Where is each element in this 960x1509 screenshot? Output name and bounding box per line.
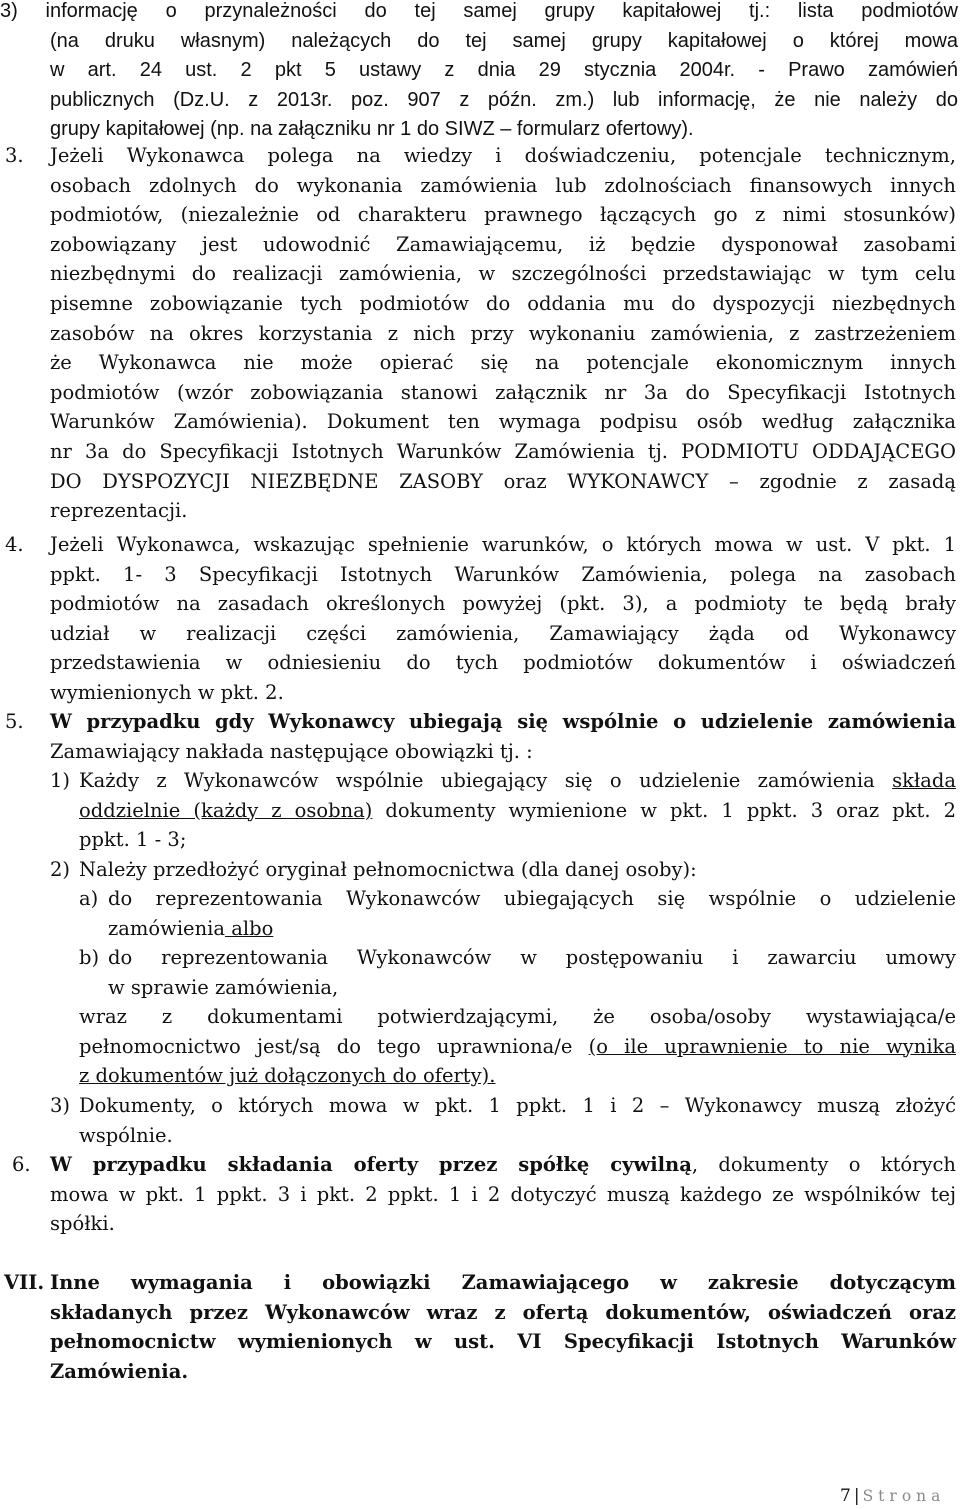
sub-item-2b-letter: b) [79, 946, 100, 969]
text-line: udział w realizacji części zamówienia, Zamawiający żąda od Wykonawcy [50, 621, 956, 645]
sub-item-2a-letter: a) [79, 887, 99, 910]
text-line: oddzielnie (każdy z osobna) dokumenty wymienione w pkt. 1 ppkt. 3 oraz pkt. 2 [79, 798, 956, 822]
text-line: Jeżeli Wykonawca, wskazując spełnienie warunków, o których mowa w ust. V pkt. 1 [50, 533, 956, 556]
text-line: DO DYSPOZYCJI NIEZBĘDNE ZASOBY oraz WYKONAWCY – zgodnie z zasadą [50, 469, 956, 493]
text-line: Zamówienia. [50, 1359, 189, 1383]
text-line: Jeżeli Wykonawca polega na wiedzy i doświadczeniu, potencjale technicznym, [50, 144, 956, 167]
text-line: do reprezentowania Wykonawców w postępowaniu i zawarciu umowy [108, 946, 956, 969]
text-line: do reprezentowania Wykonawców ubiegających się wspólnie o udzielenie [108, 887, 956, 910]
text-line: ppkt. 1 - 3; [79, 828, 187, 852]
text-line: 3) informację o przynależności do tej samej grupy kapitałowej tj.: lista podmiotów [0, 0, 958, 22]
text-line: Każdy z Wykonawców wspólnie ubiegający się o udzielenie zamówienia składa [79, 769, 956, 792]
text-line: pełnomocnictw wymienionych w ust. VI Specyfikacji Istotnych Warunków [50, 1330, 956, 1354]
text-line: Inne wymagania i obowiązki Zamawiającego w zakresie dotyczącym [50, 1271, 956, 1294]
text-line: ppkt. 1- 3 Specyfikacji Istotnych Warunków Zamówienia, polega na zasobach [50, 562, 956, 586]
text-line: podmiotów (wzór zobowiązania stanowi załącznik nr 3a do Specyfikacji Istotnych [50, 380, 956, 404]
sub-item-3-body [79, 1091, 956, 1150]
sub-item-2-text [79, 855, 956, 885]
text-line: reprezentacji. [50, 499, 188, 523]
section-4-number: 4. [5, 533, 24, 556]
text-line: Warunków Zamówienia). Dokument ten wymaga podpisu osób według załącznika [50, 410, 956, 434]
text-line: spółki. [50, 1212, 115, 1236]
text-line: podmiotów, (niezależnie od charakteru prawnego łączących go z nimi stosunków) [50, 203, 956, 227]
text-line: niezbędnymi do realizacji zamówienia, w szczególności przedstawiając w tym celu [50, 262, 956, 286]
page-label: Strona [862, 1487, 946, 1505]
text-line: zobowiązany jest udowodnić Zamawiającemu, iż będzie dysponował zasobami [50, 232, 956, 256]
section-5-heading: W przypadku gdy Wykonawcy ubiegają się wspólnie o udzielenie zamówienia [50, 710, 956, 733]
section-6-body [50, 1150, 956, 1239]
text-line: z dokumentów już dołączonych do oferty). [79, 1064, 496, 1088]
text-line: osobach zdolnych do wykonania zamówienia lub zdolnościach finansowych innych [50, 173, 956, 197]
sub-item-2b-body [108, 943, 956, 1002]
text-line: W przypadku składania oferty przez spółkę cywilną, dokumenty o których [50, 1153, 956, 1176]
sub-item-2-wraz [79, 1002, 956, 1091]
section-3-body [50, 141, 956, 526]
text-line: zasobów na okres korzystania z nich przy wykonaniu zamówienia, z zastrzeżeniem [50, 321, 956, 345]
text-line: przedstawienia w odniesieniu do tych podmiotów dokumentów i oświadczeń [50, 651, 956, 675]
text-line: nr 3a do Specyfikacji Istotnych Warunków Zamówienia tj. PODMIOTU ODDAJĄCEGO [50, 439, 956, 463]
section-3-number: 3. [5, 144, 24, 167]
sub-item-2a-body [108, 884, 956, 943]
text-line: podmiotów na zasadach określonych powyżej (pkt. 3), a podmioty te będą brały [50, 592, 956, 616]
sub-item-2-number: 2) [50, 858, 71, 881]
text-line: Należy przedłożyć oryginał pełnomocnictwa (dla danej osoby): [79, 858, 697, 881]
text-line: zamówienia albo [108, 916, 274, 940]
text-line: pisemne zobowiązanie tych podmiotów do oddania mu do dyspozycji niezbędnych [50, 291, 956, 315]
section-5-body [50, 707, 956, 766]
section-6-number: 6. [12, 1153, 31, 1176]
text-line: wspólnie. [79, 1123, 173, 1147]
text-line: grupy kapitałowej (np. na załączniku nr 1 do SIWZ – formularz ofertowy). [50, 118, 694, 141]
text-line: składanych przez Wykonawców wraz z ofertą dokumentów, oświadczeń oraz [50, 1300, 956, 1324]
page-footer [840, 1486, 945, 1506]
text-line: (na druku własnym) należących do tej samej grupy kapitałowej o której mowa [50, 29, 958, 52]
section-VII-heading [50, 1268, 956, 1386]
previous-item-3 [0, 0, 958, 145]
section-4-body [50, 530, 956, 708]
sub-item-3-number: 3) [50, 1094, 71, 1117]
text-line: w sprawie zamówienia, [108, 975, 339, 999]
text-line: wraz z dokumentami potwierdzającymi, że osoba/osoby wystawiająca/e [79, 1005, 956, 1028]
page-number: 7 [840, 1486, 851, 1506]
sub-item-1-body [79, 766, 956, 855]
footer-separator: | [853, 1486, 860, 1506]
text-line: pełnomocnictwo jest/są do tego uprawniona/e (o ile uprawnienie to nie wynika [79, 1034, 956, 1058]
sub-item-1-number: 1) [50, 769, 71, 792]
text-line: w art. 24 ust. 2 pkt 5 ustawy z dnia 29 stycznia 2004r. - Prawo zamówień [50, 59, 958, 82]
text-line: publicznych (Dz.U. z 2013r. poz. 907 z późn. zm.) lub informację, że nie należy do [50, 88, 958, 111]
text-line: mowa w pkt. 1 ppkt. 3 i pkt. 2 ppkt. 1 i 2 dotyczyć muszą każdego ze wspólników tej [50, 1182, 956, 1206]
section-VII-number: VII. [4, 1271, 45, 1294]
text-line: Dokumenty, o których mowa w pkt. 1 ppkt. 1 i 2 – Wykonawcy muszą złożyć [79, 1094, 956, 1117]
section-5-intro: Zamawiający nakłada następujące obowiązki tj. : [50, 739, 533, 763]
section-5-number: 5. [5, 710, 24, 733]
text-line: że Wykonawca nie może opierać się na potencjale ekonomicznym innych [50, 351, 956, 375]
text-line: wymienionych w pkt. 2. [50, 680, 284, 704]
